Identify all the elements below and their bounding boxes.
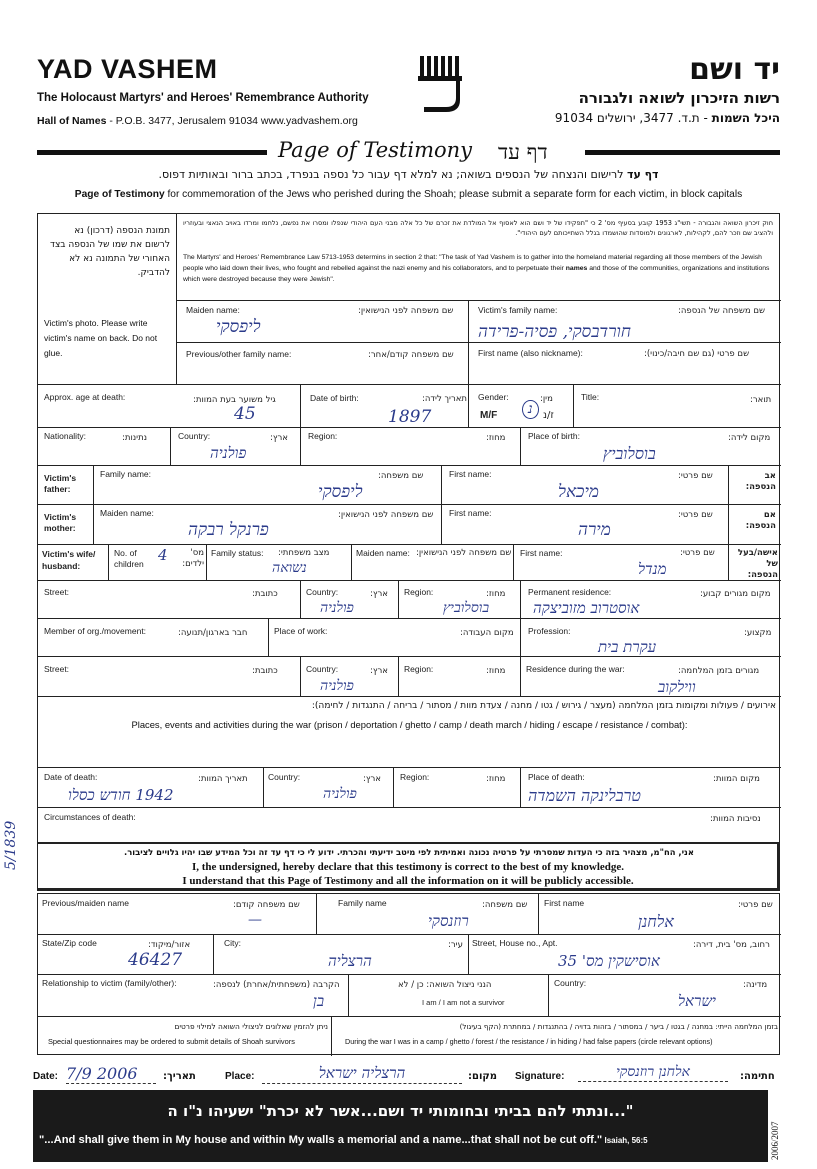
declaration-en-2: I understand that this Page of Testimony and all the information on it will be publicly accessible. (182, 875, 634, 887)
street-label-en: Street: (44, 587, 70, 597)
title-rule-right (585, 150, 780, 155)
gender-options: M/F (480, 410, 498, 421)
warres-label-en: Residence during the war: (526, 664, 625, 674)
rule (206, 544, 207, 580)
pob-label-he: מקום לידה: (728, 433, 771, 443)
family-status: נשואה (272, 560, 307, 576)
rule (393, 767, 394, 807)
org-name-he: יד ושם (689, 52, 780, 87)
gender-label-he: מין: (540, 394, 553, 404)
title-en: Page of Testimony (278, 138, 473, 162)
rule (538, 894, 539, 934)
rule (38, 465, 781, 466)
circ-label-he: נסיבות המוות: (710, 814, 761, 824)
warres-label-he: מגורים בזמן המלחמה: (678, 666, 760, 676)
father-label-en: Victim's father: (44, 473, 77, 494)
maiden-label-he: שם משפחה לפני הנישואין: (358, 306, 454, 316)
mother-label-en: Victim's mother: (44, 512, 77, 533)
place-label-en: Place: (225, 1071, 255, 1082)
during-war-he: בזמן המלחמה הייתי: במחנה / בגטו / ביער / במסתור / בזהות בדויה / בהתנגדות / במחתרת (הקף בעיגול) (459, 1022, 778, 1031)
declaration-box (37, 843, 780, 891)
title-label-en: Title: (581, 392, 600, 402)
spouse-first-label-he: שם פרטי: (680, 548, 715, 558)
spouse-maiden-label-he: שם משפחה לפני הנישואין: (416, 548, 512, 558)
gender-options-he: ז/נ (543, 410, 554, 421)
work-label-he: מקום העבודה: (460, 628, 514, 638)
rule (520, 580, 521, 618)
children-count: 4 (158, 546, 168, 564)
member-label-he: חבר בארגון/תנועה: (178, 628, 248, 638)
family-label-en: Victim's family name: (478, 305, 558, 315)
rule (398, 656, 399, 696)
war-country-label-he: ארץ: (370, 666, 388, 676)
first-label-en: First name (also nickname): (478, 348, 583, 358)
death-region-label-he: מחוז: (486, 774, 506, 784)
sub-family-name: רוזנסקי (428, 912, 469, 930)
sub-zip: 46427 (128, 950, 183, 970)
verse-he: "...ונתתי להם בביתי ובחומותי יד ושם...אשר לא יכרת" ישעיהו נ"ו ה (167, 1102, 634, 1120)
rule (176, 342, 781, 343)
rule (468, 934, 469, 974)
death-country-label-he: ארץ: (363, 774, 381, 784)
street-label-he: כתובת: (252, 589, 278, 599)
nationality-label-en: Nationality: (44, 431, 87, 441)
sub-survivor-he: הנני ניצול השואה: כן / לא (398, 980, 492, 990)
family-label-he: שם משפחה של הנספה: (678, 306, 766, 316)
sub-prev-label-en: Previous/maiden name (42, 898, 129, 908)
res-region-label-en: Region: (404, 587, 434, 597)
sub-first-label-he: שם פרטי: (738, 900, 773, 910)
rule (38, 504, 781, 505)
mother-maiden-name: פרנקל רבקה (188, 520, 269, 540)
res-region: בוסלוביץ (443, 600, 490, 616)
father-label-he: אב הנספה: (745, 471, 776, 492)
sub-rel-label-he: הקרבה (משפחתית/אחרת) לנספה: (213, 980, 340, 990)
intro-he: דף עד לרישום והנצחה של הנספים בשואה; נא למלא דף עבור כל נספה בנפרד, בכתב ברור ובאותיות דפוס. (158, 168, 659, 181)
mother-label-he: אם הנספה: (745, 510, 776, 531)
rule (38, 807, 781, 808)
pod-label-he: מקום המוות: (713, 774, 760, 784)
rule (520, 767, 521, 807)
perm-label-en: Permanent residence: (528, 587, 612, 597)
sub-family-label-he: שם משפחה: (482, 900, 528, 910)
during-war-en: During the war I was in a camp / ghetto / forest / the resistance / in hiding / had false papers (circle relevant options) (345, 1037, 713, 1046)
sub-street-label-en: Street, House no., Apt. (472, 938, 558, 948)
pod-label-en: Place of death: (528, 772, 585, 782)
rule (300, 580, 301, 618)
declaration-en-1: I, the undersigned, hereby declare that this testimony is correct to the best of my knowledge. (191, 861, 625, 873)
rule (300, 427, 301, 465)
dod-label-he: תאריך המוות: (198, 774, 248, 784)
sub-relationship: בן (313, 992, 325, 1010)
father-family-name: ליפסקי (318, 482, 363, 502)
prev-label-en: Previous/other family name: (186, 349, 292, 359)
status-label-he: מצב משפחתי: (278, 548, 330, 558)
children-label-en: No. of children (114, 548, 144, 569)
sub-family-label-en: Family name (338, 898, 387, 908)
rule (38, 767, 781, 768)
rule (38, 580, 781, 581)
hall-address-he: היכל השמות - ת.ד. 3477, ירושלים 91034 (554, 111, 780, 125)
spouse-first-name: מנדל (638, 560, 667, 578)
dob-label-he: תאריך לידה: (422, 394, 468, 404)
title-he: דף עד (498, 140, 548, 164)
law-en: The Martyrs' and Heroes' Remembrance Law 5713-1953 determins in section 2 that: "The task of Yad Vashem is to gather into the homeland material regarding all those members of the Jewish people who laid down their lives, who fought and rebelled against the nazi enemy and his collaborators, and to perpetuate their names and those of the communities, organizations and institutions which were destroyed because they were Jewish". (183, 254, 770, 283)
sub-city: הרצליה (328, 952, 372, 970)
sub-city-label-en: City: (224, 938, 241, 948)
sub-country: ישראל (678, 992, 716, 1010)
perm-label-he: מקום מגורים קבוע: (700, 589, 771, 599)
declaration-he: אני, הח"מ, מצהיר בזה כי העדות שמסרתי על פרטיה נכונה ואמיתית לפי מיטב ידיעתי והכרתי. ידוע לי כי דף עד זה וכל המידע שבו יהיו גלויים לציבור. (124, 847, 694, 857)
sub-state-label-he: אזור/מיקוד: (148, 940, 191, 950)
rule (38, 974, 781, 975)
sub-state-label-en: State/Zip code (42, 938, 97, 948)
birth-country: פולניה (210, 444, 247, 462)
death-region-label-en: Region: (400, 772, 430, 782)
dob-label-en: Date of birth: (310, 393, 359, 403)
father-family-label-he: שם משפחה: (378, 471, 424, 481)
side-year: 2006/2007 (770, 1121, 780, 1160)
victim-pob: בוסלוביץ (603, 444, 656, 463)
rule (398, 580, 399, 618)
signature-value: אלחנן רוזנסקי (578, 1064, 728, 1082)
verse-en: "...And shall give them in My house and within My walls a memorial and a name...that shall not be cut off." Isaiah, 56:5 (39, 1134, 648, 1146)
yad-vashem-logo (416, 50, 466, 120)
sub-prev-value: — (248, 912, 262, 928)
date-value: 7/9 2006 (66, 1064, 156, 1084)
mother-first-label-en: First name: (449, 508, 492, 518)
authority-en: The Holocaust Martyrs' and Heroes' Remembrance Authority (37, 92, 369, 104)
children-label-he: מס' ילדים: (182, 548, 204, 569)
father-family-label-en: Family name: (100, 469, 152, 479)
mother-first-label-he: שם פרטי: (678, 510, 713, 520)
work-label-en: Place of work: (274, 626, 328, 636)
title-label-he: תואר: (750, 395, 772, 405)
signature-label-en: Signature: (515, 1071, 565, 1082)
war-region-label-en: Region: (404, 664, 434, 674)
rule (728, 544, 729, 580)
war-street-label-he: כתובת: (252, 666, 278, 676)
sub-rel-label-en: Relationship to victim (family/other): (42, 978, 177, 988)
questionnaire-en: Special questionnaires may be ordered to submit details of Shoah survivors (48, 1037, 295, 1046)
photo-instructions-he: תמונת הנספה (דרכון) נא לרשום את שמו של הנספה בצד האחורי של התמונה נא לא להדביק. (50, 226, 170, 278)
place-label-he: מקום: (468, 1071, 497, 1082)
maiden-label-en: Maiden name: (186, 305, 240, 315)
questionnaire-he: ניתן להזמין שאלונים לניצולי השואה למילוי פרטים (174, 1022, 328, 1031)
rule (316, 894, 317, 934)
title-rule-left (37, 150, 267, 155)
res-country-label-he: ארץ: (370, 589, 388, 599)
country-label-en: Country: (178, 431, 211, 441)
sub-country-label-he: מדינה: (743, 980, 768, 990)
rule (351, 544, 352, 580)
nationality-label-he: נתינות: (122, 433, 148, 443)
res-region-label-he: מחוז: (486, 589, 506, 599)
date-label-en: Date: (33, 1071, 59, 1082)
victim-family-name: חורדבסקי, פסיה-פרידה (478, 322, 631, 342)
region-label-en: Region: (308, 431, 338, 441)
res-country-label-en: Country: (306, 587, 339, 597)
rule (38, 544, 781, 545)
rule (263, 767, 264, 807)
war-region-label-he: מחוז: (486, 666, 506, 676)
first-label-he: שם פרטי (גם שם חיבה/כינוי): (644, 349, 750, 359)
spouse-maiden-label-en: Maiden name: (356, 548, 410, 558)
prev-label-he: שם משפחה קודם/אחר: (368, 350, 454, 360)
status-label-en: Family status: (211, 548, 264, 558)
mother-first-name: מירה (578, 520, 611, 540)
war-residence: ווילקוב (658, 678, 696, 696)
rule (38, 656, 781, 657)
father-first-name: מיכאל (558, 482, 599, 502)
rule (300, 384, 301, 427)
region-label-he: מחוז: (486, 433, 506, 443)
father-first-label-he: שם פרטי: (678, 471, 713, 481)
rule (38, 696, 781, 697)
rule (520, 618, 521, 656)
spouse-first-label-en: First name: (520, 548, 563, 558)
photo-box (38, 214, 177, 384)
sub-street-label-he: רחוב, מס' בית, דירה: (693, 940, 770, 950)
gender-label-en: Gender: (478, 392, 509, 402)
victim-gender: נ (522, 400, 539, 419)
margin-number: 5/1839 (3, 820, 19, 870)
date-of-death: 1942 חודש כסלו (68, 786, 174, 804)
prof-label-he: מקצוע: (744, 628, 772, 638)
signature-label-he: חתימה: (740, 1071, 775, 1082)
sub-city-label-he: עיר: (448, 940, 463, 950)
father-first-label-en: First name: (449, 469, 492, 479)
rule (348, 974, 349, 1016)
rule (573, 384, 574, 427)
hall-address-en: Hall of Names - P.O.B. 3477, Jerusalem 91034 www.yadvashem.org (37, 115, 358, 127)
victim-dob: 1897 (388, 407, 432, 427)
death-country: פולניה (323, 786, 357, 802)
rule (268, 618, 269, 656)
rule (520, 656, 521, 696)
circ-label-en: Circumstances of death: (44, 812, 136, 822)
spouse-label-en: Victim's wife/ husband: (42, 549, 96, 571)
rule (38, 618, 781, 619)
spouse-label-he: אישה/בעל של הנספה: (737, 548, 778, 580)
date-label-he: תאריך: (163, 1071, 196, 1082)
rule (108, 544, 109, 580)
perm-residence: אוסטרוב מזוביצקה (533, 599, 640, 617)
victim-age: 45 (234, 404, 256, 424)
sub-prev-label-he: שם משפחה קודם: (233, 900, 300, 910)
war-country: פולניה (320, 678, 354, 694)
victim-form (37, 213, 780, 843)
age-label-he: גיל משוער בעת המוות: (193, 395, 276, 405)
photo-instructions-en: Victim's photo. Please write victim's name on back. Do not glue. (44, 318, 158, 358)
law-he: חוק זיכרון השואה והגבורה - תשי"ג 1953 קובע בסעיף מס' 2 כי "תפקידו של יד ושם הוא לאסוף אל המולדת את זכרם של כל אלה מבני העם היהודי שנפלו ומסרו את נפשם, נלחמו ומרדו באויב הנאצי ובעוזריו ולהציב שם וזכר להם, לקהילות, לארגונים ולמוסדות שהושמדו בגלל השתייכותם לעם היהודי". (183, 219, 774, 237)
sub-first-label-en: First name (544, 898, 585, 908)
rule (170, 427, 171, 465)
verse-banner (33, 1090, 768, 1162)
place-of-death: טרבלינקה השמדה (528, 786, 641, 805)
rule (468, 384, 469, 427)
sub-survivor-en: I am / I am not a survivor (422, 998, 505, 1007)
rule (331, 1016, 332, 1056)
profession: עקרת בית (598, 638, 657, 656)
rule (38, 427, 781, 428)
sub-street: אוסישקין מס' 35 (558, 952, 660, 970)
rule (38, 934, 781, 935)
org-name-en: YAD VASHEM (37, 54, 218, 84)
dod-label-en: Date of death: (44, 772, 98, 782)
member-label-en: Member of org./movement: (44, 626, 147, 636)
age-label-en: Approx. age at death: (44, 392, 126, 402)
intro-en: Page of Testimony for commemoration of the Jews who perished during the Shoah; please submit a separate form for each victim, in block capitals (74, 189, 743, 200)
place-value: הרצליה ישראל (262, 1064, 462, 1084)
rule (38, 384, 781, 385)
res-country: פולניה (320, 600, 354, 616)
rule (176, 300, 781, 301)
pob-label-en: Place of birth: (528, 431, 580, 441)
war-street-label-en: Street: (44, 664, 70, 674)
rule (300, 656, 301, 696)
rule (548, 974, 549, 1016)
events-label-en: Places, events and activities during the war (prison / deportation / ghetto / camp / death march / hiding / escape / resistance / combat): (131, 719, 688, 730)
rule (213, 934, 214, 974)
rule (520, 427, 521, 465)
events-label-he: אירועים / פעולות ומקומות בזמן המלחמה (מעצר / גירוש / גטו / מחנה / צעדת מוות / מסתור / בריחה / התנגדות / לחימה): (311, 701, 776, 711)
sub-first-name: אלחנן (638, 912, 674, 931)
country-label-he: ארץ: (270, 433, 288, 443)
prof-label-en: Profession: (528, 626, 571, 636)
rule (513, 544, 514, 580)
war-country-label-en: Country: (306, 664, 339, 674)
mother-maiden-label-en: Maiden name: (100, 508, 154, 518)
sub-country-label-en: Country: (554, 978, 587, 988)
mother-maiden-label-he: שם משפחה לפני הנישואין: (338, 510, 434, 520)
rule (38, 1016, 781, 1017)
authority-he: רשות הזיכרון לשואה ולגבורה (578, 89, 780, 107)
victim-maiden-name: ליפסקי (216, 317, 261, 337)
submitter-form (37, 893, 780, 1055)
death-country-label-en: Country: (268, 772, 301, 782)
